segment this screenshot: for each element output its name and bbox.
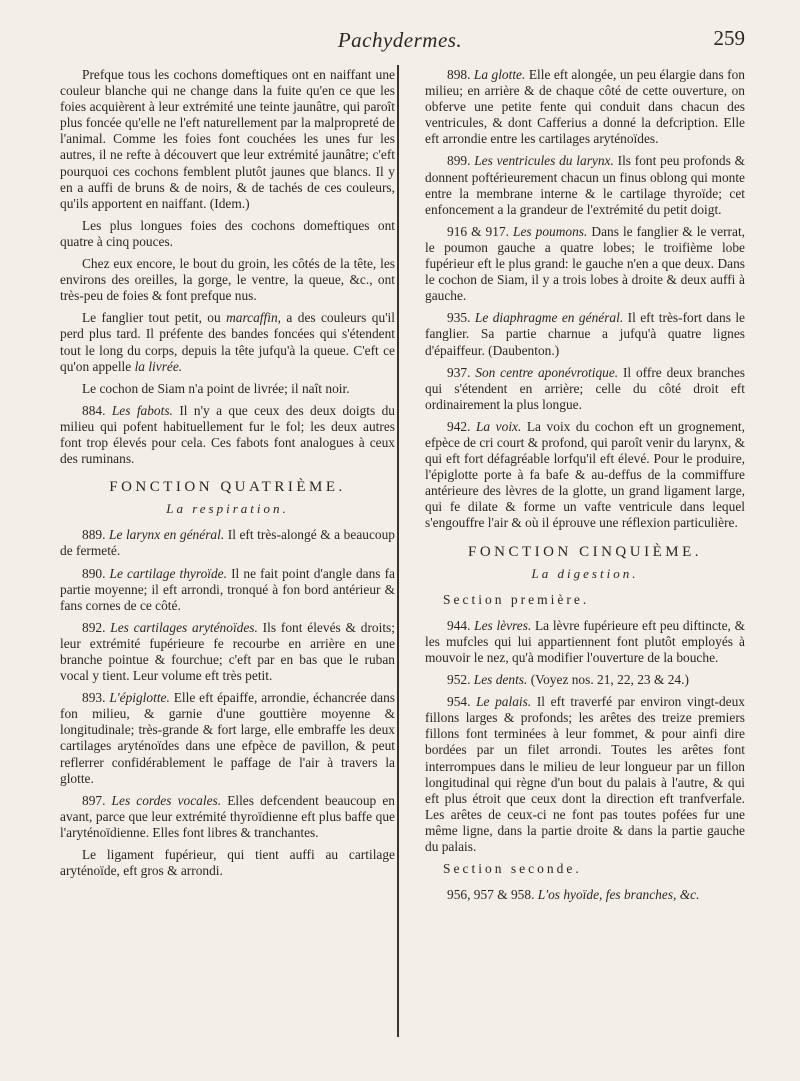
- paragraph: 892. Les cartilages aryténoïdes. Ils font élevés & droits; leur extrémité fupérieure fe recourbe en arrière en une branche pointue & fourchue; c'eft par en bas que le ruban vocal y tient. Leur volume eft très petit.: [60, 619, 395, 684]
- paragraph: 899. Les ventricules du larynx. Ils font peu profonds & donnent poftérieurement chacun un finus oblong qui monte entre la membrane interne & le cartilage thyroïde; cet enfoncement a la grandeur de l'extrémité du petit doigt.: [425, 153, 746, 217]
- running-head: Pachydermes.: [337, 28, 463, 52]
- section-subheading: La digestion.: [531, 565, 639, 581]
- paragraph: 893. L'épiglotte. Elle eft épaiffe, arrondie, échancrée dans fon milieu, & garnie d'une gouttière moyenne & longitudinale; très-grande & fort large, elle embraffe les deux cartilages aryténoïdes dans une efpèce de pavillon, & peut reflerrer confidérablement le paffage de l'air à travers la glotte.: [60, 690, 396, 786]
- paragraph: 890. Le cartilage thyroïde. Il ne fait point d'angle dans fa partie moyenne; il eft arrondi, tronqué à fon bord antérieur & fans cornes de ce côté.: [60, 565, 395, 613]
- subsection-heading: Section seconde.: [443, 861, 582, 877]
- paragraph: Les plus longues foies des cochons domeftiques ont quatre à cinq pouces.: [60, 217, 395, 249]
- paragraph: 889. Le larynx en général. Il eft très-alongé & a beaucoup de fermeté.: [60, 527, 395, 559]
- paragraph: Le cochon de Siam n'a point de livrée; il naît noir.: [82, 380, 350, 396]
- column-rule: [397, 65, 399, 1037]
- paragraph: Chez eux encore, le bout du groin, les côtés de la tête, les environs des oreilles, la gorge, le ventre, la queue, &c., ont très-peu de foies & font prefque nus.: [60, 256, 395, 304]
- paragraph: 954. Le palais. Il eft traverfé par environ vingt-deux fillons larges & profonds; les arêtes des treize premiers fillons font terminées à leur fommet, & pour ainfi dire bordées par un filet arrondi. Toutes les arêtes font interrompues dans le milieu de leur longueur par un fillon longitudinal qui règne d'un bout du palais à l'autre, & qui eft plus étroit que ceux dont la direction eft tranfverfale. Les arêtes de ceux-ci ne font pas toutes pofées fur une même ligne, dans la partie droite & dans la partie gauche du palais.: [425, 694, 746, 855]
- paragraph: 944. Les lèvres. La lèvre fupérieure eft peu diftincte, & les mufcles qui lui appartiennent font plutôt employés à mouvoir le nez, qu'à modifier l'ouverture de la bouche.: [425, 617, 746, 665]
- section-heading: FONCTION QUATRIÈME.: [109, 479, 346, 496]
- paragraph: 897. Les cordes vocales. Elles defcendent beaucoup en avant, parce que leur extrémité thyroïdienne eft plus baffe que l'aryténoïdienne. Elles font libres & tranchantes.: [60, 792, 395, 840]
- paragraph: Prefque tous les cochons domeftiques ont en naiffant une couleur blanche qui ne change dans la fuite qu'en ce que les foies acquièrent à leur extrémité une teinte jaunâtre, qui paroît plus foncée qu'elle ne l'eft naturellement par la malpropreté de l'animal. Comme les foies font couchées les unes fur les autres, il ne refte à découvert que leur extrémité jaunâtre; c'eft pourquoi ces cochons femblent plutôt jaunes que blancs. Il y en a auffi de bruns & de noirs, & de tachés de ces couleurs, qu'ils apportent en naiffant. (Idem.): [60, 67, 395, 211]
- paragraph: 935. Le diaphragme en général. Il eft très-fort dans le fanglier. Sa partie charnue a jufqu'à quatre lignes d'épaiffeur. (Daubenton.): [425, 310, 745, 358]
- left-column: [60, 67, 395, 885]
- paragraph: 884. Les fabots. Il n'y a que ceux des deux doigts du milieu qui pofent habituellement fur le fol; les deux autres font trop élevés pour cela. Ces fabots font analogues à ceux des ruminans.: [60, 402, 395, 467]
- page-number: 259: [713, 26, 745, 50]
- paragraph: Le ligament fupérieur, qui tient auffi au cartilage aryténoïde, eft gros & arrondi.: [60, 847, 395, 879]
- right-column: [425, 67, 745, 909]
- paragraph: 898. La glotte. Elle eft alongée, un peu élargie dans fon milieu; en arrière & de chaque côté de cette ouverture, on obferve une petite fente qui conduit dans chacun des ventricules, & dont Cafferius a donné la defcription. Elle eft arrondie entre les cartilages aryténoïdes.: [425, 67, 746, 147]
- paragraph: 942. La voix. La voix du cochon eft un grognement, efpèce de cri court & profond, qui paroît venir du larynx, & qui eft fort défagréable lorfqu'il eft élevé. Pour le produire, l'épiglotte porte à fa bafe & au-deffus de la commiffure antérieure des lèvres de la glotte, un grand ligament large, qui fe dilate & forme un vafte ventricule dans lequel s'engouffre l'air & où il éprouve une réflexion particulière.: [425, 418, 745, 531]
- subsection-heading: Section première.: [443, 591, 590, 607]
- section-heading: FONCTION CINQUIÈME.: [468, 543, 702, 560]
- paragraph: 916 & 917. Les poumons. Dans le fanglier & le verrat, le poumon gauche a quatre lobes; le troifième lobe fupérieur eft le plus grand: le gauche n'en a que deux. Dans le cochon de Siam, il y a trois lobes à droite & deux auffi à gauche.: [425, 223, 746, 304]
- paragraph: 937. Son centre aponévrotique. Il offre deux branches qui s'étendent en arrière; celle du côté droit eft ordinairement la plus longue.: [425, 364, 746, 412]
- paragraph: 952. Les dents. (Voyez nos. 21, 22, 23 & 24.): [447, 672, 689, 688]
- paragraph: 956, 957 & 958. L'os hyoïde, fes branches, &c.: [447, 887, 700, 903]
- paragraph: Le fanglier tout petit, ou marcaffin, a des couleurs qu'il perd plus tard. Il préfente des bandes foncées qui s'étendent tout le long du corps, depuis la tête jufqu'à la queue. C'eft ce qu'on appelle la livrée.: [60, 310, 395, 374]
- section-subheading: La respiration.: [166, 501, 289, 517]
